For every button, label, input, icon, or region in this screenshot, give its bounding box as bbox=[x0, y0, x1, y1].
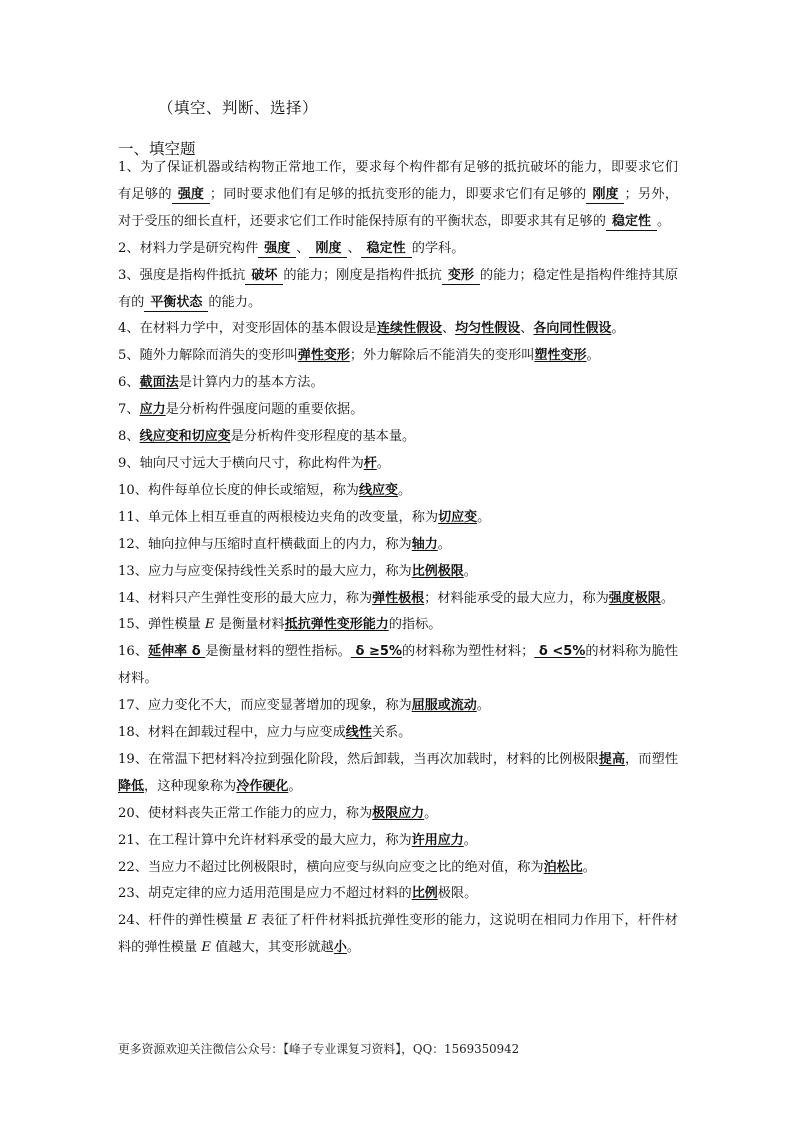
question-text: ，这种现象称为 bbox=[144, 778, 237, 794]
fill-blank-question bbox=[118, 801, 678, 828]
question-text: 。 bbox=[656, 213, 671, 229]
question-text: 随外力解除而消失的变形叫 bbox=[139, 348, 298, 364]
answer-text: 许用应力 bbox=[411, 832, 464, 848]
question-number: 23、 bbox=[118, 886, 148, 902]
fill-blank-question bbox=[118, 639, 678, 693]
answer-text: δ <5% bbox=[534, 644, 586, 660]
question-number: 7、 bbox=[118, 402, 140, 418]
answer-text: 变形 bbox=[442, 268, 480, 285]
question-text: 。 bbox=[346, 940, 361, 956]
question-number: 15、 bbox=[118, 617, 148, 633]
question-text: 轴向尺寸远大于横向尺寸，称此构件为 bbox=[139, 455, 364, 471]
answer-text: 降低 bbox=[118, 778, 145, 794]
question-text: 。 bbox=[463, 563, 477, 579]
question-number: 14、 bbox=[118, 590, 148, 606]
question-text: 材料只产生弹性变形的最大应力，称为 bbox=[147, 590, 373, 606]
answer-text: 小 bbox=[333, 940, 347, 956]
question-text: 。 bbox=[288, 778, 302, 794]
question-text: 轴向拉伸与压缩时直杆横截面上的内力，称为 bbox=[147, 536, 412, 552]
question-number: 19、 bbox=[118, 751, 149, 767]
fill-blank-question bbox=[118, 532, 678, 559]
question-text: ；另外，对于受压的细长直杆，还要求它们工作时能保持原有的平衡状态，即要求其有足够的 bbox=[118, 186, 679, 229]
fill-blank-question bbox=[118, 505, 678, 532]
fill-blank-question bbox=[118, 881, 678, 908]
question-text: 使材料丧失正常工作能力的应力，称为 bbox=[147, 805, 373, 821]
question-text: 、 bbox=[520, 321, 534, 337]
question-text: ；外力解除后不能消失的变形叫 bbox=[349, 348, 535, 364]
question-text: 。 bbox=[437, 536, 451, 552]
question-text: 关系。 bbox=[371, 725, 412, 741]
question-text: 极限。 bbox=[437, 886, 478, 902]
question-text: 。 bbox=[376, 455, 390, 471]
answer-text: 提高 bbox=[598, 751, 626, 767]
question-text: 是分析构件强度问题的重要依据。 bbox=[165, 402, 364, 418]
question-number: 1、 bbox=[118, 160, 141, 175]
section-title: 一、填空题 bbox=[118, 140, 196, 158]
question-text: 强度是指构件抵抗 bbox=[139, 267, 246, 283]
question-number: 8、 bbox=[118, 429, 140, 445]
document-subtitle: （填空、判断、选择） bbox=[158, 99, 319, 117]
fill-blank-question bbox=[118, 612, 678, 639]
fill-blank-question bbox=[118, 370, 678, 397]
question-text: 当应力不超过比例极限时，横向应变与纵向应变之比的绝对值，称为 bbox=[147, 859, 544, 875]
answer-text: 平衡状态 bbox=[144, 295, 208, 312]
math-symbol: E bbox=[201, 940, 211, 956]
question-text: 单元体上相互垂直的两根棱边夹角的改变量，称为 bbox=[147, 509, 439, 525]
answer-text: 连续性假设 bbox=[376, 321, 442, 337]
answer-text: 稳定性 bbox=[361, 241, 412, 258]
question-text: 材料力学是研究构件 bbox=[139, 240, 259, 256]
fill-blank-question bbox=[118, 155, 678, 236]
question-number: 16、 bbox=[118, 644, 149, 660]
fill-blank-question bbox=[118, 451, 678, 478]
answer-text: 应力 bbox=[139, 402, 166, 418]
fill-blank-question bbox=[118, 343, 678, 370]
answer-text: 破坏 bbox=[245, 268, 283, 285]
question-text: 、 bbox=[296, 240, 310, 256]
question-text: 的学科。 bbox=[411, 240, 465, 256]
fill-blank-question bbox=[118, 720, 678, 747]
fill-blank-question bbox=[118, 397, 678, 424]
fill-blank-question bbox=[118, 693, 678, 720]
question-text: 、 bbox=[347, 240, 361, 256]
answer-text: 延伸率 δ bbox=[148, 644, 206, 660]
question-list bbox=[118, 155, 678, 962]
answer-text: 塑性变形 bbox=[534, 348, 587, 364]
question-text: 的能力；稳定性是指构件维持其原有的 bbox=[118, 267, 679, 310]
math-symbol: E bbox=[204, 617, 215, 633]
question-number: 24、 bbox=[118, 913, 149, 929]
fill-blank-question bbox=[118, 263, 678, 317]
question-text: 。 bbox=[582, 859, 596, 875]
answer-text: 稳定性 bbox=[606, 214, 657, 231]
question-text: ；同时要求他们有足够的抵抗变形的能力，即要求它们有足够的 bbox=[209, 186, 587, 202]
question-text: ；材料能承受的最大应力，称为 bbox=[424, 590, 609, 606]
question-text: 、 bbox=[441, 321, 456, 337]
answer-text: 截面法 bbox=[139, 375, 179, 391]
question-number: 10、 bbox=[118, 482, 148, 498]
fill-blank-question bbox=[118, 478, 678, 505]
answer-text: 均匀性假设 bbox=[455, 321, 521, 337]
question-number: 21、 bbox=[118, 832, 148, 848]
fill-blank-question bbox=[118, 236, 678, 263]
question-number: 12、 bbox=[118, 536, 148, 552]
question-number: 13、 bbox=[118, 563, 148, 579]
answer-text: 弹性变形 bbox=[297, 348, 350, 364]
question-text: 是分析构件变形程度的基本量。 bbox=[230, 429, 416, 445]
fill-blank-question bbox=[118, 316, 678, 343]
question-text: 构件每单位长度的伸长或缩短，称为 bbox=[147, 482, 359, 498]
math-symbol: E bbox=[247, 913, 257, 929]
fill-blank-question bbox=[118, 828, 678, 855]
question-text: 为了保证机器或结构物正常地工作，要求每个构件都有足够的抵抗破坏的能力，即要求它们有足够的 bbox=[118, 160, 679, 202]
question-number: 2、 bbox=[118, 240, 140, 256]
answer-text: 极限应力 bbox=[372, 805, 425, 821]
question-text: 。 bbox=[463, 832, 477, 848]
question-text: 在常温下把材料冷拉到强化阶段，然后卸载，当再次加载时，材料的比例极限 bbox=[148, 751, 599, 767]
answer-text: 线应变 bbox=[358, 482, 398, 498]
answer-text: 强度 bbox=[172, 187, 210, 204]
fill-blank-question bbox=[118, 586, 678, 613]
question-number: 11、 bbox=[118, 509, 148, 525]
answer-text: 比例极限 bbox=[411, 563, 464, 579]
answer-text: 强度 bbox=[258, 241, 296, 258]
question-text: 。 bbox=[397, 482, 412, 498]
question-text: 值越大，其变形就越 bbox=[210, 940, 334, 956]
question-text: 杆件的弹性模量 bbox=[148, 913, 248, 929]
question-text: 在工程计算中允许材料承受的最大应力，称为 bbox=[147, 832, 412, 848]
answer-text: 比例 bbox=[411, 886, 438, 902]
answer-text: 泊松比 bbox=[543, 859, 583, 875]
question-text: 。 bbox=[477, 509, 491, 525]
question-text: 是计算内力的基本方法。 bbox=[178, 375, 324, 391]
answer-text: 弹性极根 bbox=[372, 590, 425, 606]
question-text: 的材料称为脆性材料。 bbox=[118, 644, 679, 687]
answer-text: 屈服或流动 bbox=[411, 698, 477, 714]
fill-blank-question bbox=[118, 747, 678, 801]
question-text: 。 bbox=[611, 321, 625, 337]
answer-text: 刚度 bbox=[309, 241, 347, 258]
answer-text: δ ≥5% bbox=[350, 644, 402, 660]
question-text: 的能力；刚度是指构件抵抗 bbox=[283, 267, 442, 283]
fill-blank-question bbox=[118, 559, 678, 586]
answer-text: 线应变和切应变 bbox=[139, 429, 231, 445]
question-text: 的能力。 bbox=[208, 294, 262, 310]
answer-text: 各向同性假设 bbox=[533, 321, 612, 337]
answer-text: 抵抗弹性变形能力 bbox=[284, 617, 389, 633]
question-text: 。 bbox=[660, 590, 674, 606]
question-text: 胡克定律的应力适用范围是应力不超过材料的 bbox=[147, 886, 412, 902]
answer-text: 杆 bbox=[363, 455, 377, 471]
question-text: 应力变化不大，而应变显著增加的现象，称为 bbox=[147, 698, 412, 714]
footer-note: 更多资源欢迎关注微信公众号：【峰子专业课复习资料】，QQ：1569350942 bbox=[118, 1042, 520, 1056]
answer-text: 强度极限 bbox=[608, 590, 661, 606]
fill-blank-question bbox=[118, 908, 678, 962]
question-text: 。 bbox=[476, 698, 490, 714]
question-number: 6、 bbox=[118, 375, 140, 391]
fill-blank-question bbox=[118, 424, 678, 451]
answer-text: 线性 bbox=[345, 725, 372, 741]
question-text: 是衡量材料 bbox=[214, 617, 285, 633]
question-text: 在材料力学中，对变形固体的基本假设是 bbox=[139, 321, 377, 337]
answer-text: 轴力 bbox=[411, 536, 438, 552]
question-number: 18、 bbox=[118, 725, 148, 741]
question-number: 9、 bbox=[118, 455, 140, 471]
answer-text: 切应变 bbox=[438, 509, 478, 525]
fill-blank-question bbox=[118, 855, 678, 882]
question-number: 17、 bbox=[118, 698, 148, 714]
question-text: 的指标。 bbox=[388, 617, 442, 633]
question-number: 20、 bbox=[118, 805, 148, 821]
question-text: 是衡量材料的塑性指标。 bbox=[205, 644, 351, 660]
question-text: 材料在卸载过程中，应力与应变成 bbox=[147, 725, 346, 741]
question-text: 。 bbox=[424, 805, 438, 821]
question-number: 22、 bbox=[118, 859, 148, 875]
question-text: 表征了杆件材料抵抗弹性变形的能力，这说明在相同力作用下，杆件材料的弹性模量 bbox=[118, 913, 678, 956]
question-text: ，而塑性 bbox=[625, 751, 679, 767]
question-text: 。 bbox=[586, 348, 600, 364]
answer-text: 冷作硬化 bbox=[236, 778, 289, 794]
question-number: 5、 bbox=[118, 348, 140, 364]
question-text: 的材料称为塑性材料； bbox=[401, 644, 535, 660]
question-number: 4、 bbox=[118, 321, 140, 337]
answer-text: 刚度 bbox=[586, 187, 624, 204]
question-text: 弹性模量 bbox=[147, 617, 205, 633]
question-text: 应力与应变保持线性关系时的最大应力，称为 bbox=[147, 563, 412, 579]
question-number: 3、 bbox=[118, 267, 140, 283]
